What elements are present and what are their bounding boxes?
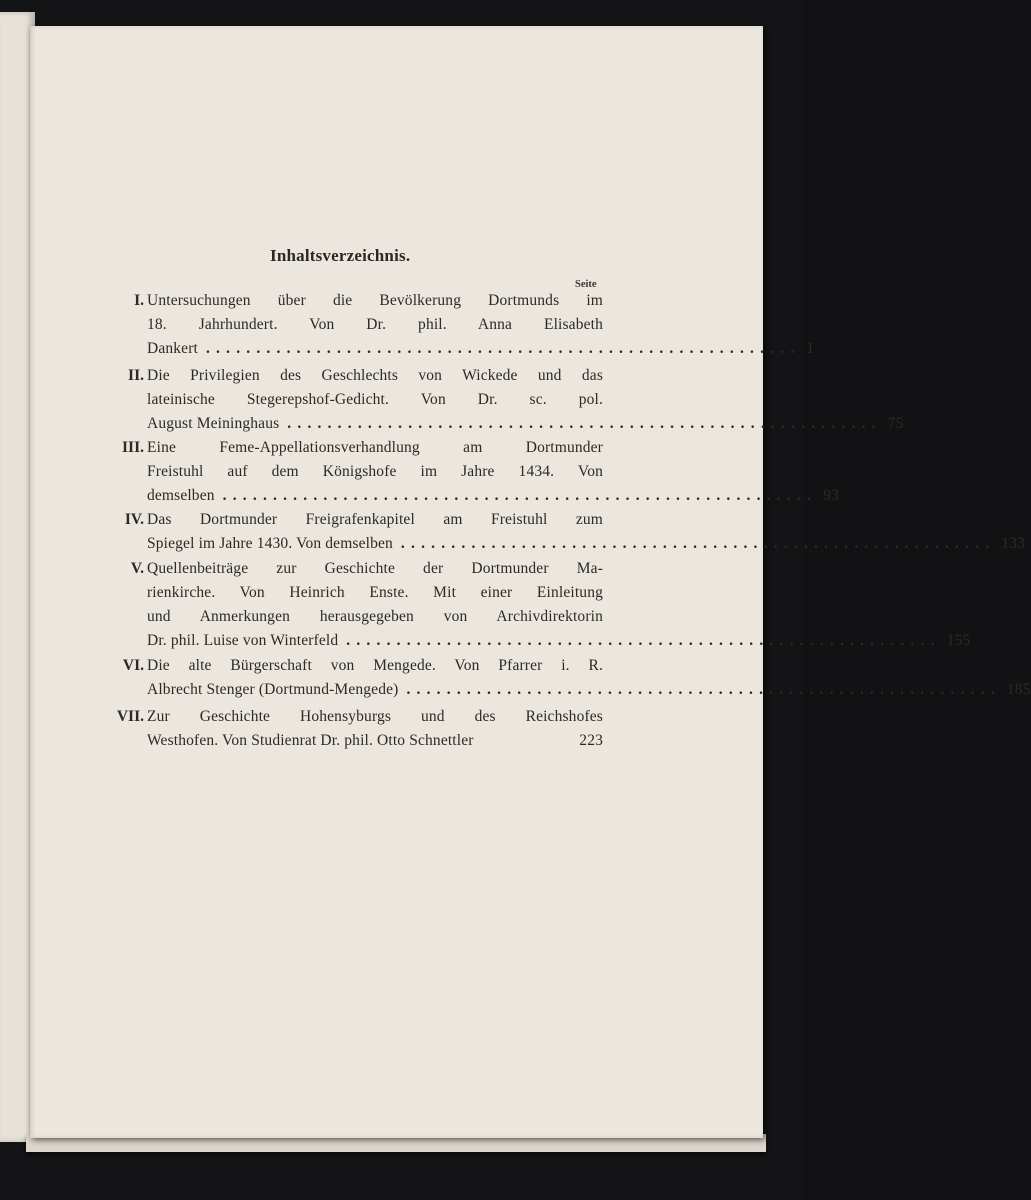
entry-last-line	[147, 412, 904, 436]
entry-numeral: V.	[130, 560, 144, 577]
toc-title: Inhaltsverzeichnis.	[270, 246, 411, 265]
entry-title-line: Das Dortmunder Freigrafenkapitel am Freistuhl zum	[147, 511, 603, 528]
entry-page-number: 93	[823, 487, 839, 504]
entry-numeral: VII.	[116, 708, 144, 725]
dot-leader: ...........................................................	[400, 535, 996, 552]
entry-title-line: August Meininghaus	[147, 415, 280, 432]
entry-numeral: III.	[122, 439, 144, 456]
entry-numeral: VI.	[122, 657, 144, 674]
entry-title-line: Albrecht Stenger (Dortmund-Mengede)	[147, 681, 399, 698]
entry-numeral: II.	[128, 367, 144, 384]
entry-title-line: rienkirche. Von Heinrich Enste. Mit einer Einleitung	[147, 584, 603, 601]
entry-title-line: Dankert	[147, 340, 198, 357]
entry-last-line	[147, 678, 1031, 702]
entry-title-line: 18. Jahrhundert. Von Dr. phil. Anna Elisabeth	[147, 316, 603, 333]
entry-title-line: Spiegel im Jahre 1430. Von demselben	[147, 535, 393, 552]
entry-numeral: I.	[134, 292, 144, 309]
entry-page-number: 223	[579, 732, 603, 749]
entry-last-line	[147, 337, 815, 361]
entry-numeral: IV.	[124, 511, 144, 528]
entry-page-number: 155	[946, 632, 971, 649]
dot-leader: ...........................................................	[222, 487, 818, 504]
dot-leader: ...........................................................	[287, 415, 882, 432]
entry-title-line: Quellenbeiträge zur Geschichte der Dortmunder Ma-	[147, 560, 603, 577]
entry-last-line	[147, 484, 839, 508]
entry-title-line: Dr. phil. Luise von Winterfeld	[147, 632, 339, 649]
entry-title-line: Die Privilegien des Geschlechts von Wickede und das	[147, 367, 603, 384]
entry-page-number: 133	[1001, 535, 1026, 552]
entry-last-line	[147, 629, 971, 653]
page-column-label: Seite	[575, 279, 597, 290]
entry-page-number: 185	[1006, 681, 1031, 698]
entry-page-number: 75	[887, 415, 904, 432]
entry-title-line: lateinische Stegerepshof-Gedicht. Von Dr. sc. pol.	[147, 391, 603, 408]
entry-title-line: Eine Feme-Appellationsverhandlung am Dortmunder	[147, 439, 603, 456]
entry-title-line: Freistuhl auf dem Königshofe im Jahre 1434. Von	[147, 463, 603, 480]
dot-leader	[482, 729, 574, 753]
entry-title-line: und Anmerkungen herausgegeben von Archivdirektorin	[147, 608, 603, 625]
dot-leader: ...........................................................	[406, 681, 1001, 698]
entry-page-number: 1	[806, 340, 815, 357]
entry-last-line	[147, 532, 1026, 556]
entry-title-line: Die alte Bürgerschaft von Mengede. Von Pfarrer i. R.	[147, 657, 603, 674]
entry-title-line: demselben	[147, 487, 215, 504]
entry-title-line: Westhofen. Von Studienrat Dr. phil. Otto Schnettler	[147, 732, 474, 749]
dot-leader: ...........................................................	[346, 632, 941, 649]
dot-leader: ...........................................................	[205, 340, 801, 357]
entry-last-line	[147, 729, 603, 753]
entry-title-line: Untersuchungen über die Bevölkerung Dortmunds im	[147, 292, 603, 309]
entry-title-line: Zur Geschichte Hohensyburgs und des Reichshofes	[147, 708, 603, 725]
